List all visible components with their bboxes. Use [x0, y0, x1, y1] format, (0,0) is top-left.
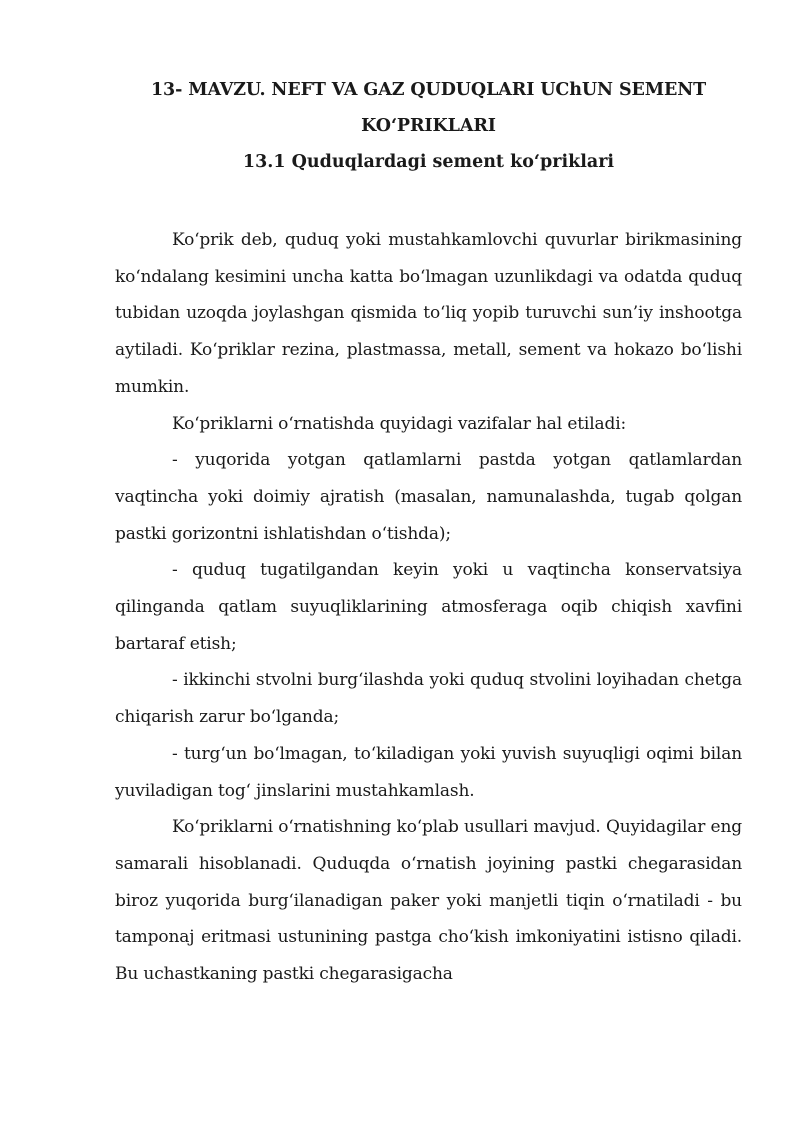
paragraph-tasks-intro: Ko‘priklarni o‘rnatishda quyidagi vazifalar hal etiladi: [172, 413, 627, 434]
list-item-separation: - yuqorida yotgan qatlamlarni pastda yotgan qatlamlardan vaqtincha yoki doimiy ajratish (masalan, namunalashda, tugab qolgan pastki gorizontni ishlatishdan o‘tishda); [115, 450, 742, 544]
document-title-line-2: KO‘PRIKLARI [361, 116, 496, 136]
paragraph-definition: Ko‘prik deb, quduq yoki mustahkamlovchi quvurlar birikmasining ko‘ndalang kesimini uncha katta bo‘lmagan uzunlikdagi va odatda quduq tubidan uzoqda joylashgan qismida to‘liq yopib turuvchi sun’iy inshootga aytiladi. Ko‘priklar rezina, plastmassa, metall, sement va hokazo bo‘lishi mumkin. [115, 230, 742, 397]
document-page [115, 72, 742, 993]
spacer [115, 180, 742, 222]
section-subtitle: 13.1 Quduqlardagi sement ko‘priklari [242, 152, 615, 172]
paragraph-methods: Ko‘priklarni o‘rnatishning ko‘plab usullari mavjud. Quyidagilar eng samarali hisoblanadi. Quduqda o‘rnatish joyining pastki chegarasidan biroz yuqorida burg‘ilanadigan paker yoki manjetli tiqin o‘rnatiladi - bu tamponaj eritmasi ustunining pastga cho‘kish imkoniyatini istisno qiladi. Bu uchastkaning pastki chegarasigacha [115, 817, 742, 985]
list-item-fluid-outflow: - quduq tugatilgandan keyin yoki u vaqtincha konservatsiya qilinganda qatlam suyuqliklarining atmosferaga oqib chiqish xavfini bartaraf etish; [115, 560, 742, 654]
list-item-second-bore: - ikkinchi stvolni burg‘ilashda yoki quduq stvolini loyihadan chetga chiqarish zarur bo‘lganda; [115, 670, 742, 728]
document-title-line-1: 13- MAVZU. NEFT VA GAZ QUDUQLARI UChUN SEMENT [150, 80, 707, 100]
list-item-rock-strengthening: - turg‘un bo‘lmagan, to‘kiladigan yoki yuvish suyuqligi oqimi bilan yuviladigan tog‘ jinslarini mustahkamlash. [115, 743, 742, 801]
